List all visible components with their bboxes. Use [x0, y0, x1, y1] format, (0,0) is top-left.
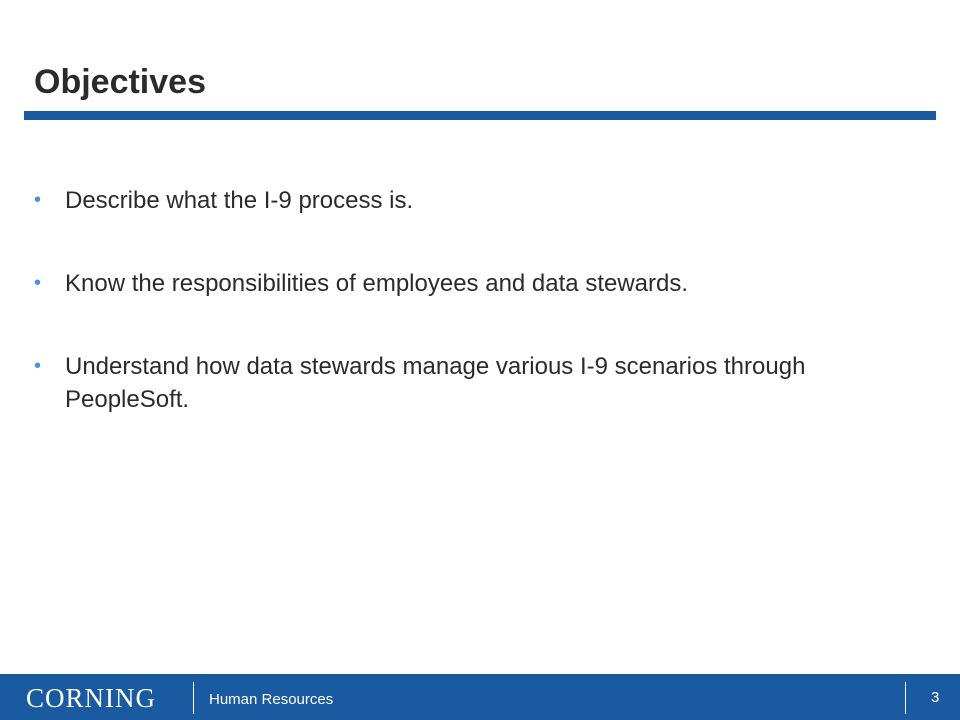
bullet-icon: • — [34, 272, 42, 294]
list-item — [34, 267, 914, 300]
department-label: Human Resources — [209, 691, 334, 708]
corning-logo: CORNING — [26, 683, 157, 713]
footer-bar — [0, 674, 960, 720]
bullet-icon: • — [34, 189, 42, 211]
slide-title: Objectives — [34, 63, 206, 101]
footer-divider — [905, 682, 906, 714]
footer-divider — [193, 682, 194, 714]
bullet-icon: • — [34, 355, 42, 377]
list-item — [34, 350, 914, 416]
list-item — [34, 184, 914, 217]
page-number: 3 — [931, 689, 940, 706]
title-underline-rule — [24, 111, 936, 120]
bullet-text: Describe what the I-9 process is. — [65, 187, 414, 214]
bullet-text: Understand how data stewards manage various I-9 scenarios through PeopleSoft. — [65, 353, 806, 413]
objectives-list — [34, 184, 914, 466]
bullet-text: Know the responsibilities of employees and data stewards. — [65, 270, 689, 297]
